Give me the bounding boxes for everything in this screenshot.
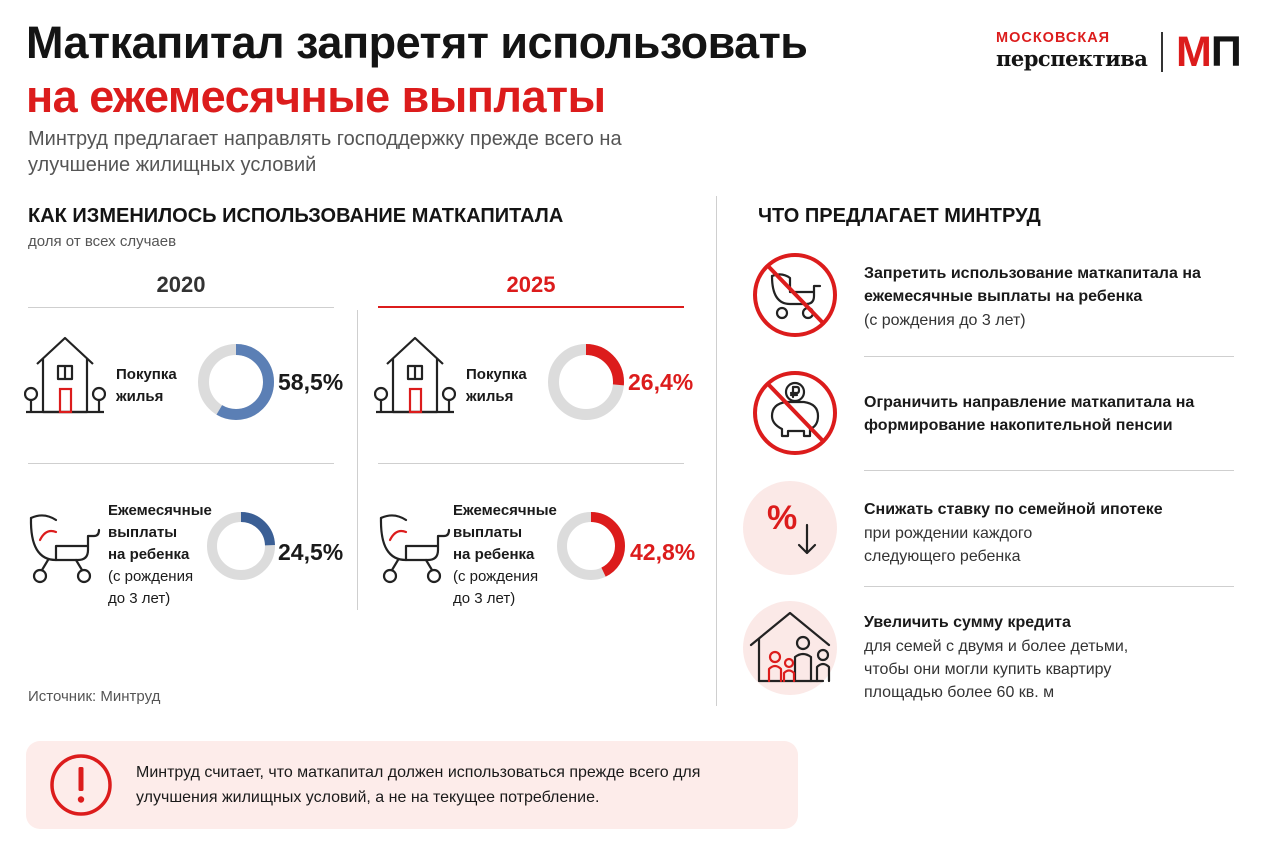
label-line: (с рождения — [108, 568, 194, 585]
label-housing-2020: Покупка жилья — [116, 366, 177, 405]
alert-text: Минтруд считает, что маткапитал должен использоваться прежде всего для улучшения жилищных условий, а не на текущее потребление. — [136, 764, 701, 806]
data-label-housing-2020: 58,5% — [278, 369, 344, 395]
stroller-icon — [376, 510, 456, 586]
left-section-title: КАК ИЗМЕНИЛОСЬ ИСПОЛЬЗОВАНИЕ МАТКАПИТАЛА — [28, 205, 564, 227]
page-title-line1: Маткапитал запретят использовать — [26, 17, 808, 68]
row-divider-2020 — [28, 463, 334, 464]
label-line: выплаты — [108, 524, 178, 541]
logo-bottom-text: перспектива — [996, 46, 1148, 71]
source-note: Источник: Минтруд — [28, 688, 161, 705]
proposal-sub: для семей с двумя и более детьми, чтобы они могли купить квартиру площадью более 60 кв. м — [864, 638, 1129, 701]
label-line: Ежемесячные — [453, 502, 557, 519]
proposal-sub: (с рождения до 3 лет) — [864, 312, 1026, 329]
stroller-icon — [26, 510, 106, 586]
label-payments-2025 — [453, 500, 563, 610]
logo-mark — [1176, 30, 1241, 74]
house-icon — [24, 334, 106, 416]
data-label-payments-2020: 24,5% — [278, 539, 344, 565]
year-column-divider — [357, 310, 358, 610]
proposal-icon-wrap — [748, 248, 842, 342]
donut-chart-payments-2025 — [555, 510, 627, 582]
proposal-title: Запретить использование маткапитала на ежемесячные выплаты на ребенка — [864, 265, 1201, 305]
data-label-housing-2025: 26,4% — [628, 369, 694, 395]
label-line: Ежемесячные — [108, 502, 212, 519]
label-line: на ребенка — [453, 546, 535, 563]
house-icon — [374, 334, 456, 416]
logo-mark-m: М — [1176, 28, 1211, 76]
section-divider — [716, 196, 717, 706]
percent-down-icon — [743, 481, 837, 575]
label-line: до 3 лет) — [108, 590, 171, 607]
exclamation-icon — [48, 752, 114, 818]
crossed-stroller-icon — [748, 248, 842, 342]
left-section-note: доля от всех случаев — [28, 233, 177, 250]
year-2020: 2020 — [156, 272, 206, 297]
family-house-icon — [743, 601, 837, 695]
crossed-piggy-bank-icon — [748, 366, 842, 460]
proposal-divider — [864, 470, 1234, 471]
proposal-divider — [864, 586, 1234, 587]
proposal-title: Увеличить сумму кредита — [864, 614, 1071, 631]
row-divider-2025 — [378, 463, 684, 464]
proposal-icon-wrap — [748, 366, 842, 460]
proposal-icon-wrap — [743, 601, 837, 695]
proposal-sub: при рождении каждого следующего ребенка — [864, 525, 1033, 565]
page-subtitle: Минтруд предлагает направлять господдержку прежде всего на улучшение жилищных условий — [28, 128, 622, 176]
donut-chart-payments-2020 — [205, 510, 277, 582]
label-line: до 3 лет) — [453, 590, 516, 607]
data-label-payments-2025: 42,8% — [630, 539, 696, 565]
label-line: выплаты — [453, 524, 523, 541]
donut-chart-housing-2020 — [196, 342, 276, 422]
label-housing-2025: Покупка жилья — [466, 366, 527, 405]
logo — [996, 30, 1258, 76]
label-line: (с рождения — [453, 568, 539, 585]
logo-mark-p: П — [1210, 28, 1241, 76]
page-title-line2: на ежемесячные выплаты — [26, 71, 606, 122]
proposal-title: Снижать ставку по семейной ипотеке — [864, 501, 1163, 518]
proposal-icon-wrap — [743, 481, 837, 575]
label-line: на ребенка — [108, 546, 190, 563]
logo-divider — [1161, 32, 1163, 72]
logo-top-text: МОСКОВСКАЯ — [996, 30, 1111, 46]
right-section-title: ЧТО ПРЕДЛАГАЕТ МИНТРУД — [758, 205, 1041, 227]
divider-2020 — [28, 307, 334, 308]
year-2025: 2025 — [506, 272, 556, 297]
proposal-divider — [864, 356, 1234, 357]
svg-text:%: % — [767, 499, 798, 537]
divider-2025 — [378, 306, 684, 308]
proposal-title: Ограничить направление маткапитала на формирование накопительной пенсии — [864, 394, 1195, 434]
donut-chart-housing-2025 — [546, 342, 626, 422]
label-payments-2020 — [108, 500, 218, 610]
